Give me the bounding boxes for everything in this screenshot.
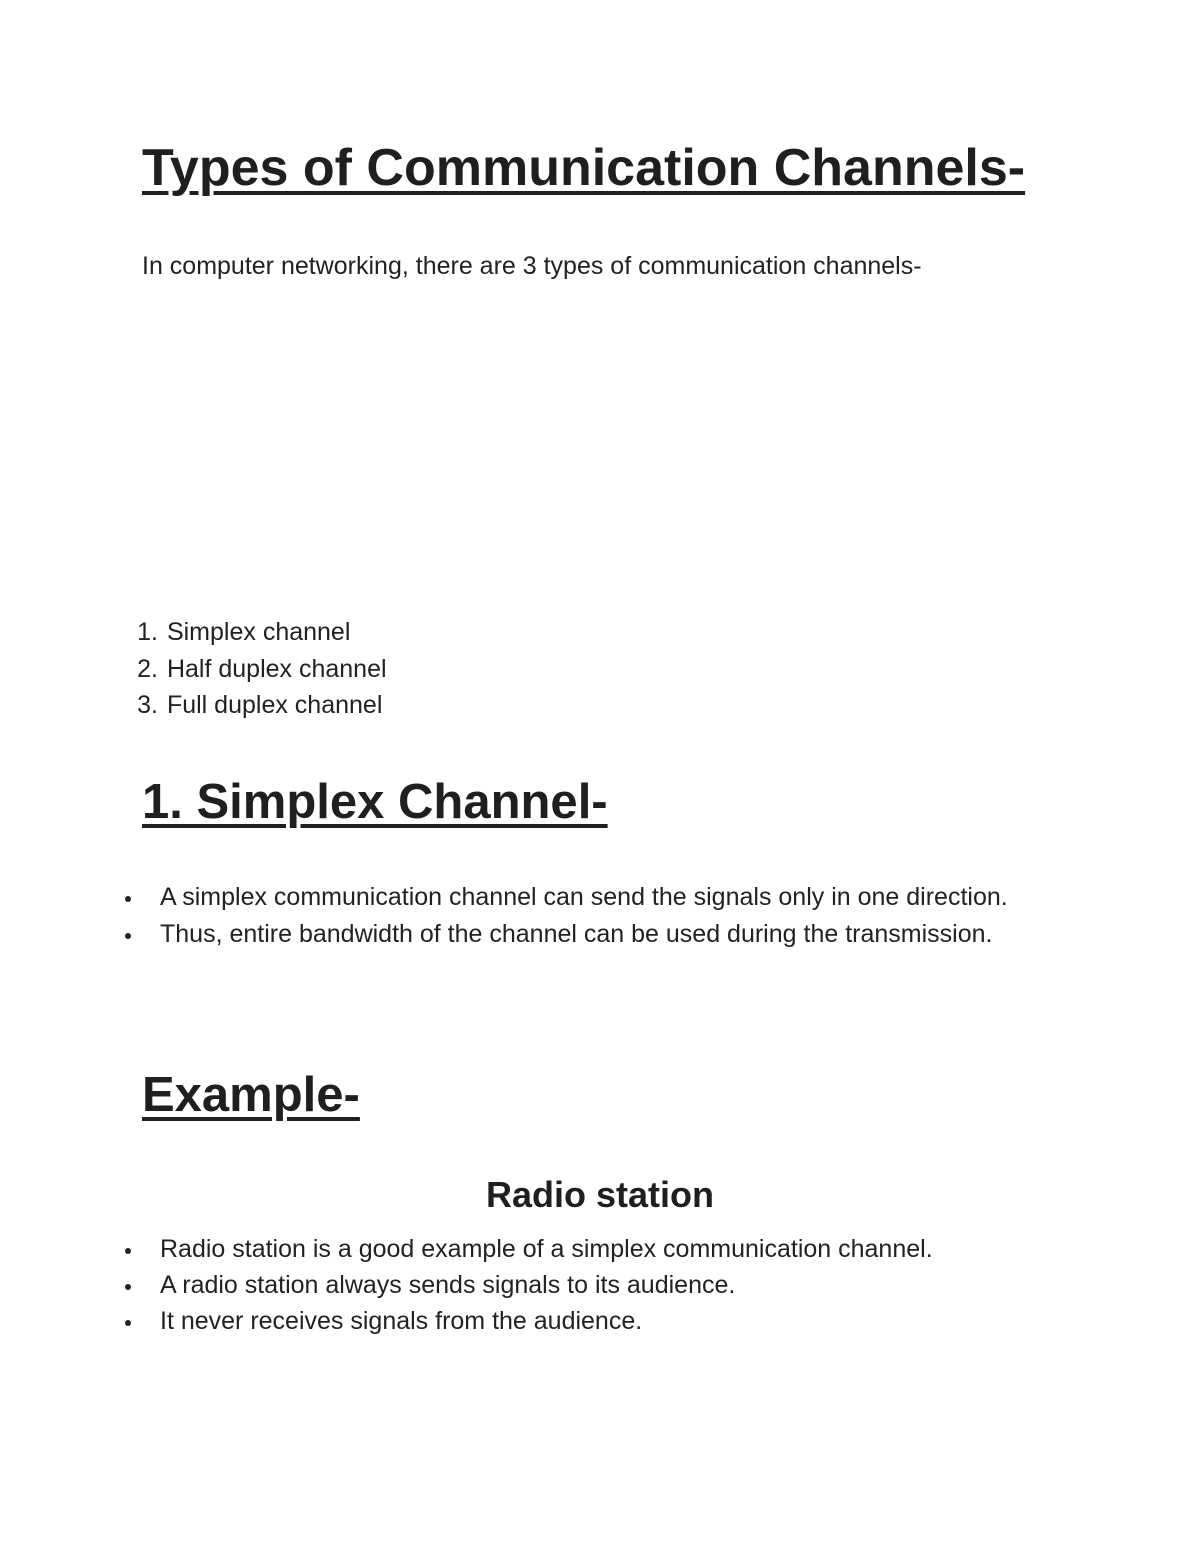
simplex-heading: 1. Simplex Channel- — [142, 775, 608, 829]
simplex-bullet-list — [120, 882, 1020, 956]
list-item-text: A simplex communication channel can send the signals only in one direction. — [160, 883, 1008, 911]
list-item-text: A radio station always sends signals to its audience. — [160, 1271, 736, 1299]
radio-bullet-list — [120, 1234, 1020, 1342]
list-item — [118, 614, 387, 651]
radio-station-subheading: Radio station — [485, 1174, 714, 1215]
list-item-text: Radio station is a good example of a simplex communication channel. — [160, 1235, 933, 1263]
bullet-icon — [125, 1248, 131, 1254]
list-item — [120, 882, 1020, 913]
list-item-label: Half duplex channel — [166, 654, 387, 683]
list-item — [118, 651, 387, 688]
bullet-icon — [125, 933, 131, 939]
bullet-icon — [125, 896, 131, 902]
bullet-icon — [125, 1320, 131, 1326]
bullet-icon — [125, 1284, 131, 1290]
list-item — [120, 1306, 1020, 1337]
list-item-text: Thus, entire bandwidth of the channel can be used during the transmission. — [160, 920, 993, 948]
list-number: 2. — [137, 654, 158, 683]
list-number: 1. — [137, 618, 158, 646]
example-heading: Example- — [142, 1068, 360, 1122]
list-item — [118, 687, 387, 724]
list-item — [120, 919, 1020, 950]
list-item-text: It never receives signals from the audience. — [160, 1307, 643, 1335]
list-item — [120, 1270, 1020, 1301]
list-item-label: Full duplex channel — [166, 691, 383, 719]
list-item — [120, 1234, 1020, 1265]
intro-paragraph: In computer networking, there are 3 types of communication channels- — [142, 252, 922, 280]
list-item-label: Simplex channel — [166, 618, 351, 646]
channel-types-list — [118, 614, 387, 724]
list-number: 3. — [137, 691, 158, 719]
page-title: Types of Communication Channels- — [142, 139, 1026, 197]
